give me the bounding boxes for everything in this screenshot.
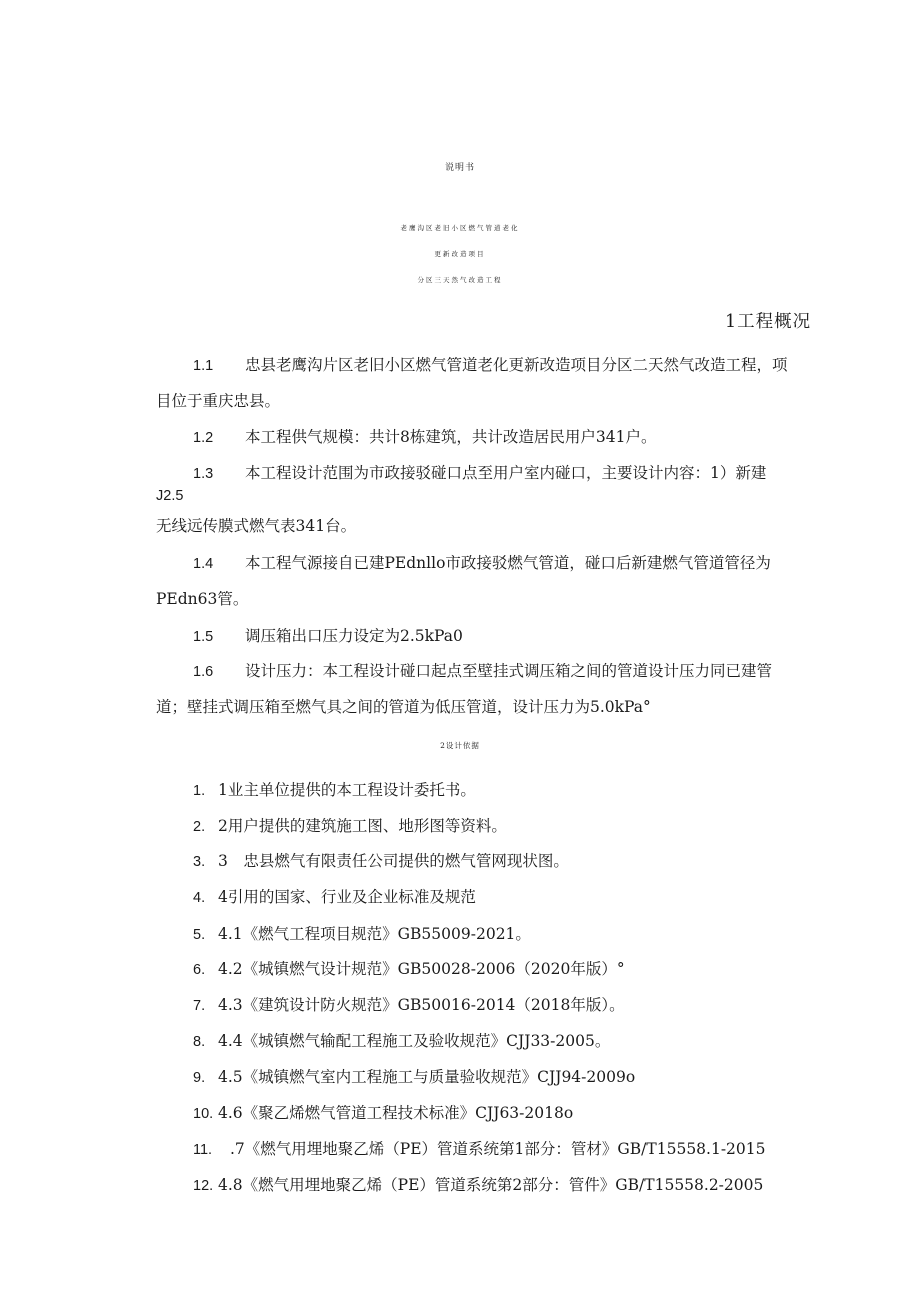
list-item: 4.6《聚乙烯燃气管道工程技术标准》CJJ63-2018o bbox=[218, 1104, 574, 1122]
list-number: 8. bbox=[193, 1034, 206, 1050]
list-item: 1业主单位提供的本工程设计委托书。 bbox=[218, 781, 476, 799]
list-item: 4.8《燃气用埋地聚乙烯（PE）管道系统第2部分：管件》GB/T15558.2-2005 bbox=[218, 1176, 764, 1194]
list-item: 4.5《城镇燃气室内工程施工与质量验收规范》CJJ94-2009o bbox=[218, 1068, 636, 1086]
section-2-heading: 2设计依据 bbox=[440, 741, 480, 750]
list-number: 5. bbox=[193, 927, 206, 943]
paragraph-line: PEdn63管。 bbox=[156, 590, 249, 608]
item-number: 1.6 bbox=[193, 664, 214, 680]
list-item: 4.3《建筑设计防火规范》GB50016-2014（2018年版）。 bbox=[218, 996, 625, 1014]
list-number: 2. bbox=[193, 819, 206, 835]
list-number: 4. bbox=[193, 890, 206, 906]
item-number: 1.5 bbox=[193, 629, 214, 645]
paragraph-line: 设计压力：本工程设计碰口起点至壁挂式调压箱之间的管道设计压力同已建管 bbox=[245, 662, 773, 680]
item-number: 1.1 bbox=[193, 358, 214, 374]
paragraph-line: J2.5 bbox=[156, 488, 184, 504]
list-item: 3 忠县燃气有限责任公司提供的燃气管网现状图。 bbox=[218, 852, 569, 870]
section-1-heading: 1工程概况 bbox=[725, 312, 812, 332]
item-number: 1.4 bbox=[193, 556, 214, 572]
list-item: 4.4《城镇燃气输配工程施工及验收规范》CJJ33-2005。 bbox=[218, 1032, 611, 1050]
list-number: 1. bbox=[193, 783, 206, 799]
paragraph-line: 本工程设计范围为市政接驳碰口点至用户室内碰口，主要设计内容：1）新建 bbox=[245, 464, 767, 482]
list-number: 6. bbox=[193, 962, 206, 978]
list-number: 7. bbox=[193, 998, 206, 1014]
project-name-line-1: 老鹰沟区老旧小区燃气管道老化 bbox=[400, 224, 520, 232]
list-item: 4.2《城镇燃气设计规范》GB50028-2006（2020年版）° bbox=[218, 960, 625, 978]
list-item: .7《燃气用埋地聚乙烯（PE）管道系统第1部分：管材》GB/T15558.1-2015 bbox=[230, 1140, 766, 1158]
list-number: 3. bbox=[193, 854, 206, 870]
list-item: 2用户提供的建筑施工图、地形图等资料。 bbox=[218, 817, 507, 835]
list-number: 11. bbox=[193, 1142, 213, 1158]
paragraph-line: 无线远传膜式燃气表341台。 bbox=[156, 517, 357, 535]
paragraph-line: 本工程气源接自已建PEdnllo市政接驳燃气管道，碰口后新建燃气管道管径为 bbox=[245, 554, 771, 572]
paragraph-line: 调压箱出口压力设定为2.5kPa0 bbox=[245, 627, 463, 645]
document-title: 说明书 bbox=[444, 163, 475, 173]
project-name-line-3: 分区三天然气改造工程 bbox=[417, 276, 503, 284]
paragraph-line: 忠县老鹰沟片区老旧小区燃气管道老化更新改造项目分区二天然气改造工程，项 bbox=[245, 356, 788, 374]
list-number: 9. bbox=[193, 1070, 206, 1086]
list-number: 10. bbox=[193, 1106, 214, 1122]
item-number: 1.3 bbox=[193, 466, 214, 482]
project-name-line-2: 更新改造项目 bbox=[434, 250, 486, 258]
paragraph-line: 目位于重庆忠县。 bbox=[156, 392, 281, 410]
list-item: 4.1《燃气工程项目规范》GB55009-2021。 bbox=[218, 925, 531, 943]
paragraph-line: 本工程供气规模：共计8栋建筑，共计改造居民用户341户。 bbox=[245, 428, 657, 446]
paragraph-line: 道；壁挂式调压箱至燃气具之间的管道为低压管道，设计压力为5.0kPa° bbox=[156, 698, 651, 716]
list-item: 4引用的国家、行业及企业标准及规范 bbox=[218, 888, 476, 906]
item-number: 1.2 bbox=[193, 430, 214, 446]
list-number: 12. bbox=[193, 1178, 214, 1194]
